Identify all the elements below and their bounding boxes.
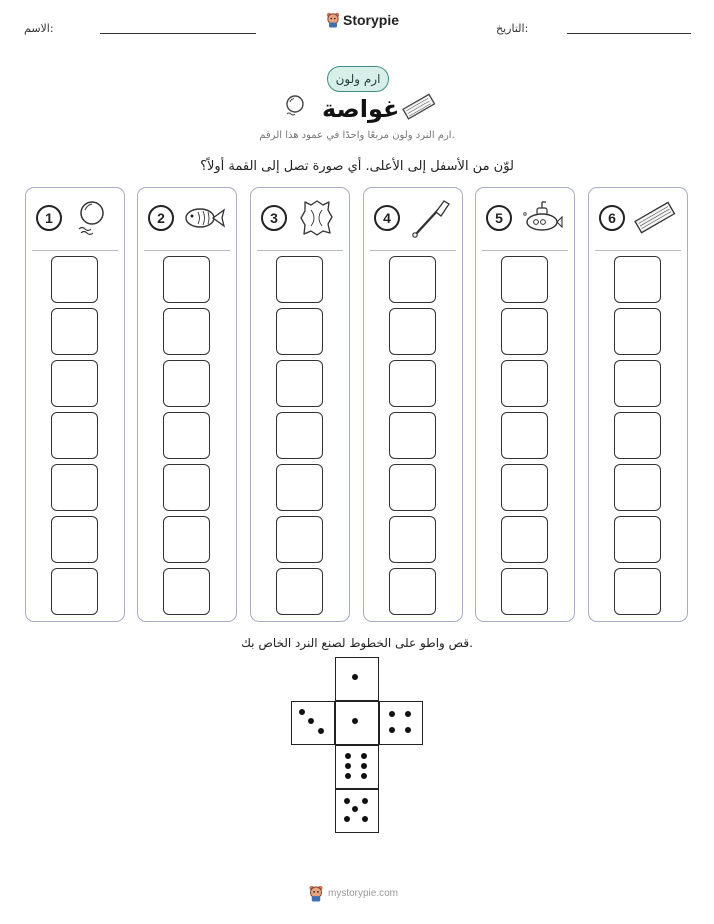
brand-logo	[326, 12, 399, 28]
color-square[interactable]	[276, 464, 323, 511]
color-square[interactable]	[614, 568, 661, 615]
color-square[interactable]	[163, 256, 210, 303]
color-square[interactable]	[163, 464, 210, 511]
color-square[interactable]	[163, 360, 210, 407]
dice-pip	[405, 711, 411, 717]
dice-pip	[299, 709, 305, 715]
bubble-icon	[70, 198, 114, 238]
dice-pip	[361, 763, 367, 769]
color-square[interactable]	[614, 464, 661, 511]
color-square[interactable]	[51, 568, 98, 615]
column-6	[588, 187, 688, 622]
oar-icon	[408, 198, 452, 238]
color-square[interactable]	[163, 568, 210, 615]
color-square[interactable]	[51, 360, 98, 407]
cut-instruction: قص واطو على الخطوط لصنع النرد الخاص بك.	[241, 636, 473, 650]
bear-logo-icon	[308, 885, 324, 902]
subtitle: ارم النرد ولون مربعًا واحدًا في عمود هذا الرقم.	[259, 130, 455, 141]
color-square[interactable]	[614, 516, 661, 563]
color-square[interactable]	[51, 516, 98, 563]
dice-face-5	[335, 789, 379, 833]
bear-logo-icon	[326, 12, 340, 28]
dice-pip	[345, 753, 351, 759]
dice-pip	[345, 763, 351, 769]
color-square[interactable]	[614, 360, 661, 407]
dice-pip	[361, 773, 367, 779]
column-4	[363, 187, 463, 622]
column-number: 1	[36, 205, 62, 231]
dice-pip	[361, 753, 367, 759]
dice-pip	[362, 798, 368, 804]
color-square[interactable]	[276, 568, 323, 615]
date-label: التاريخ:	[496, 22, 529, 35]
color-square[interactable]	[501, 464, 548, 511]
color-square[interactable]	[389, 568, 436, 615]
color-square[interactable]	[276, 360, 323, 407]
color-square[interactable]	[276, 256, 323, 303]
page-title: غواصة	[322, 95, 400, 123]
column-5	[475, 187, 575, 622]
color-square[interactable]	[51, 412, 98, 459]
activity-badge: ارم ولون	[327, 66, 389, 92]
color-square[interactable]	[163, 308, 210, 355]
dice-pip	[352, 806, 358, 812]
color-square[interactable]	[614, 308, 661, 355]
color-square[interactable]	[276, 308, 323, 355]
color-square[interactable]	[51, 308, 98, 355]
footer	[308, 885, 398, 902]
color-square[interactable]	[51, 464, 98, 511]
dice-pip	[352, 718, 358, 724]
name-label: الاسم:	[24, 22, 54, 35]
dice-pip	[352, 674, 358, 680]
color-square[interactable]	[501, 412, 548, 459]
name-line[interactable]	[100, 33, 256, 34]
column-1	[25, 187, 125, 622]
color-square[interactable]	[501, 568, 548, 615]
submarine-icon	[520, 198, 564, 238]
column-3	[250, 187, 350, 622]
color-square[interactable]	[389, 412, 436, 459]
dice-pip	[389, 727, 395, 733]
dice-pip	[344, 798, 350, 804]
color-square[interactable]	[501, 308, 548, 355]
color-square[interactable]	[389, 464, 436, 511]
date-line[interactable]	[567, 33, 691, 34]
color-square[interactable]	[389, 256, 436, 303]
footer-url[interactable]: mystorypie.com	[328, 888, 399, 899]
plank-icon	[401, 93, 437, 121]
brand-name: Storypie	[343, 12, 400, 28]
dice-pip	[362, 816, 368, 822]
instruction: لوّن من الأسفل إلى الأعلى. أي صورة تصل إلى القمة أولاً؟	[200, 159, 514, 174]
dice-pip	[308, 718, 314, 724]
color-square[interactable]	[276, 516, 323, 563]
fish-icon	[182, 198, 226, 238]
dice-face-4	[379, 701, 423, 745]
color-square[interactable]	[614, 256, 661, 303]
column-2	[137, 187, 237, 622]
color-square[interactable]	[163, 516, 210, 563]
column-number: 4	[374, 205, 400, 231]
color-square[interactable]	[501, 516, 548, 563]
color-square[interactable]	[276, 412, 323, 459]
seaweed-icon	[295, 198, 339, 238]
color-square[interactable]	[501, 360, 548, 407]
bubble-icon	[283, 94, 307, 118]
column-number: 5	[486, 205, 512, 231]
color-square[interactable]	[614, 412, 661, 459]
color-square[interactable]	[389, 308, 436, 355]
dice-pip	[405, 727, 411, 733]
dice-face-1	[335, 701, 379, 745]
column-number: 6	[599, 205, 625, 231]
dice-face-6	[335, 745, 379, 789]
color-square[interactable]	[389, 516, 436, 563]
dice-pip	[344, 816, 350, 822]
dice-pip	[345, 773, 351, 779]
dice-pip	[318, 728, 324, 734]
plank-icon	[633, 198, 677, 238]
column-number: 3	[261, 205, 287, 231]
color-square[interactable]	[163, 412, 210, 459]
color-square[interactable]	[501, 256, 548, 303]
column-number: 2	[148, 205, 174, 231]
color-square[interactable]	[51, 256, 98, 303]
dice-face-3	[291, 701, 335, 745]
color-square[interactable]	[389, 360, 436, 407]
dice-face-1	[335, 657, 379, 701]
dice-pip	[389, 711, 395, 717]
